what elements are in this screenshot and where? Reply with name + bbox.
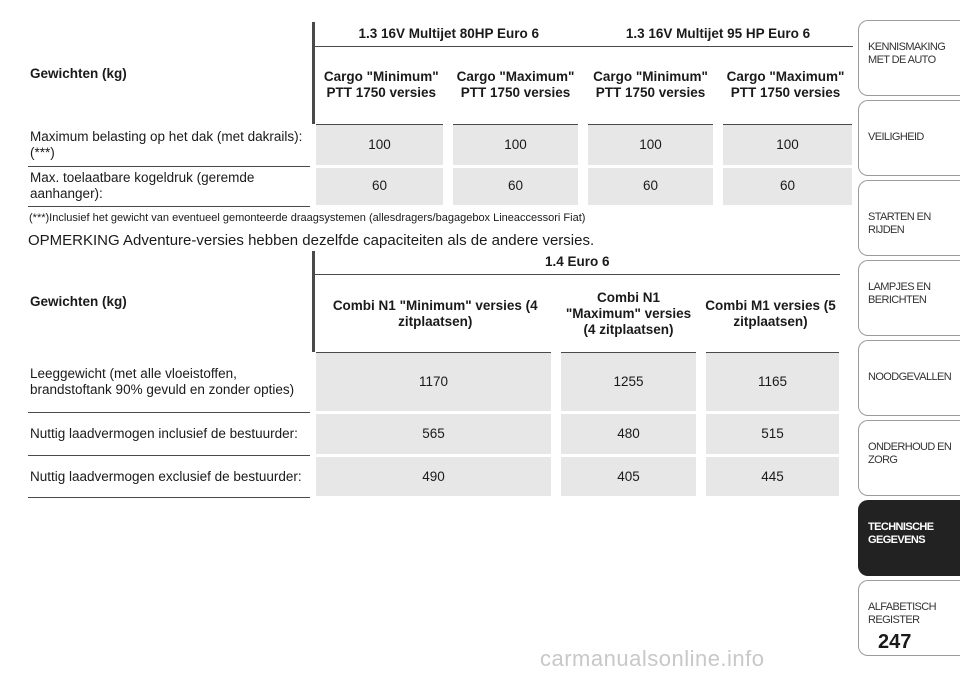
column-header: Combi M1 versies (5 zitplaatsen): [701, 275, 840, 353]
tab-onderhoud-en-zorg[interactable]: ONDERHOUD EN ZORG: [858, 420, 960, 496]
row-value: 60: [448, 166, 583, 206]
page-number: 247: [878, 631, 912, 653]
row-value: 60: [583, 166, 718, 206]
row-value: 1170: [313, 353, 556, 413]
column-header: Cargo "Minimum" PTT 1750 versies: [313, 46, 448, 124]
engine-group-95hp: 1.3 16V Multijet 95 HP Euro 6: [583, 22, 853, 46]
tab-kennismaking[interactable]: KENNISMAKING MET DE AUTO: [858, 20, 960, 96]
weights-table-euro6: [28, 251, 841, 500]
footnote-mark: (***): [29, 211, 50, 224]
row-label: Nuttig laadvermogen inclusief de bestuurder:: [28, 413, 313, 456]
table-row: [28, 413, 840, 456]
column-header: Cargo "Minimum" PTT 1750 versies: [583, 46, 718, 124]
row-value: 515: [701, 413, 840, 456]
row-value: 100: [718, 124, 853, 166]
row-label: Leeggewicht (met alle vloeistoffen, brandstoftank 90% gevuld en zonder opties): [28, 353, 313, 413]
tab-lampjes-en-berichten[interactable]: LAMPJES EN BERICHTEN: [858, 260, 960, 336]
row-value: 445: [701, 456, 840, 498]
row-value: 100: [583, 124, 718, 166]
watermark: carmanualsonline.info: [540, 646, 765, 671]
column-header: Cargo "Maximum" PTT 1750 versies: [448, 46, 583, 124]
table-row: [28, 166, 853, 206]
row-label: Max. toelaatbare kogeldruk (geremde aanhanger):: [28, 166, 313, 206]
tab-noodgevallen[interactable]: NOODGEVALLEN: [858, 340, 960, 416]
row-value: 405: [556, 456, 701, 498]
row-value: 1165: [701, 353, 840, 413]
tab-veiligheid[interactable]: VEILIGHEID: [858, 100, 960, 176]
column-header: Combi N1 "Minimum" versies (4 zitplaatsen): [313, 275, 556, 353]
table-row: [28, 124, 853, 166]
footnote-text: Inclusief het gewicht van eventueel gemonteerde draagsystemen (allesdragers/bagagebox Lineaccessori Fiat): [49, 211, 586, 224]
tab-technische-gegevens[interactable]: TECHNISCHE GEGEVENS: [858, 500, 960, 576]
row-value: 100: [313, 124, 448, 166]
row-value: 100: [448, 124, 583, 166]
engine-group-80hp: 1.3 16V Multijet 80HP Euro 6: [313, 22, 583, 46]
page-content: [28, 22, 845, 499]
weights-header-label: Gewichten (kg): [30, 66, 127, 81]
tab-starten-en-rijden[interactable]: STARTEN EN RIJDEN: [858, 180, 960, 256]
row-label: Maximum belasting op het dak (met dakrails): (***): [28, 124, 313, 166]
table-row: [28, 456, 840, 498]
tab-alfabetisch-register[interactable]: ALFABETISCH REGISTER: [858, 580, 960, 656]
table-row: [28, 353, 840, 413]
row-value: 60: [718, 166, 853, 206]
row-value: 60: [313, 166, 448, 206]
row-value: 480: [556, 413, 701, 456]
row-value: 1255: [556, 353, 701, 413]
footnote: [29, 212, 840, 224]
row-label: Nuttig laadvermogen exclusief de bestuurder:: [28, 456, 313, 498]
adventure-note: OPMERKING Adventure-versies hebben dezelfde capaciteiten als de andere versies.: [28, 231, 595, 249]
column-header: Combi N1 "Maximum" versies (4 zitplaatsen): [556, 275, 701, 353]
weights-header-label: Gewichten (kg): [30, 293, 127, 309]
column-header: Cargo "Maximum" PTT 1750 versies: [718, 46, 853, 124]
row-value: 565: [313, 413, 556, 456]
weights-table-multijet: [28, 22, 854, 208]
chapter-tabs: [858, 20, 960, 660]
engine-group-14-euro6: 1.4 Euro 6: [313, 251, 840, 275]
row-value: 490: [313, 456, 556, 498]
